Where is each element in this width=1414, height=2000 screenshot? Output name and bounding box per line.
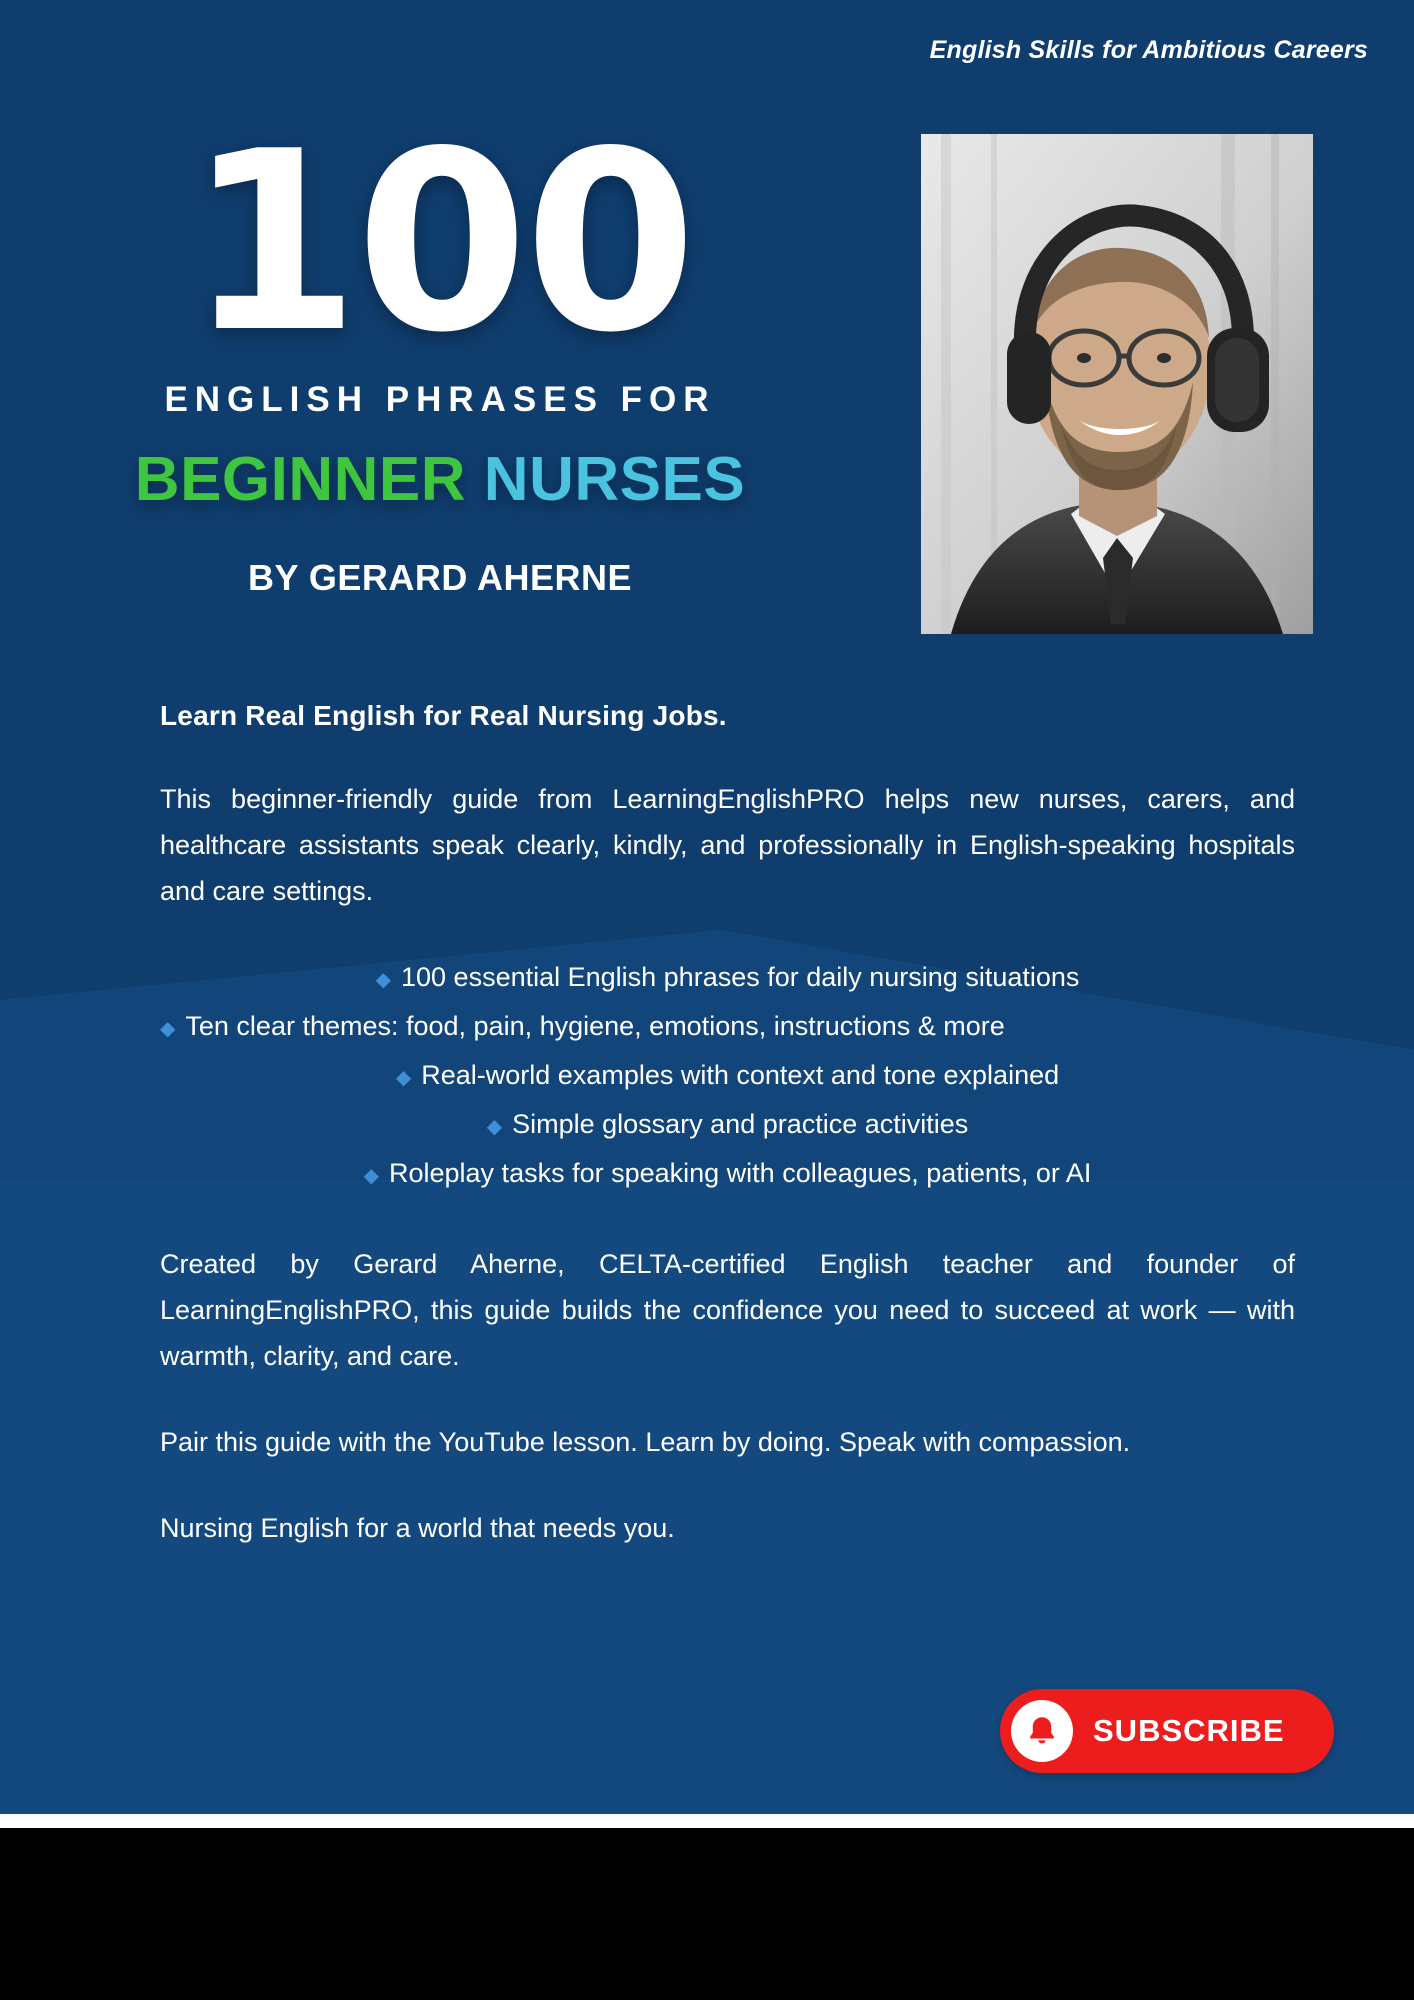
author-paragraph: Created by Gerard Aherne, CELTA-certified English teacher and founder of LearningEnglishPRO, this guide builds the confidence you need to succeed at work — with warmth, clarity, and care.: [160, 1249, 1295, 1371]
list-item: [160, 954, 1295, 1003]
closing-paragraph: Nursing English for a world that needs you.: [160, 1513, 675, 1543]
diamond-bullet-icon: ◆: [160, 1018, 176, 1040]
cover-title-part2: NURSES: [483, 445, 746, 514]
cover-subheading: ENGLISH PHRASES FOR: [164, 380, 716, 419]
list-item-label: Simple glossary and practice activities: [512, 1109, 969, 1139]
diamond-bullet-icon: ◆: [363, 1165, 379, 1187]
body-copy: [160, 700, 1295, 1587]
bell-icon: [1011, 1700, 1073, 1762]
bottom-black-strip: [0, 1828, 1414, 2000]
subscribe-label: SUBSCRIBE: [1093, 1713, 1285, 1748]
cover-headline-block: [0, 99, 880, 599]
feature-bullet-list: [160, 954, 1295, 1199]
list-item: [160, 1101, 1295, 1150]
cover-number: 100: [187, 99, 693, 387]
list-item-label: Roleplay tasks for speaking with colleagues, patients, or AI: [389, 1158, 1092, 1188]
cover-title-part1: BEGINNER: [134, 445, 467, 514]
pairing-paragraph: Pair this guide with the YouTube lesson. Learn by doing. Speak with compassion.: [160, 1427, 1131, 1457]
diamond-bullet-icon: ◆: [375, 969, 391, 991]
header-tagline: English Skills for Ambitious Careers: [929, 36, 1368, 64]
list-item-label: Ten clear themes: food, pain, hygiene, emotions, instructions & more: [185, 1011, 1005, 1041]
author-photo: [921, 134, 1313, 634]
diamond-bullet-icon: ◆: [395, 1067, 412, 1089]
bottom-white-strip: [0, 1814, 1414, 1828]
cover-byline: BY GERARD AHERNE: [247, 557, 633, 598]
intro-paragraph: This beginner-friendly guide from LearningEnglishPRO helps new nurses, carers, and healthcare assistants speak clearly, kindly, and professionally in English-speaking hospitals and care settings.: [160, 784, 1295, 906]
diamond-bullet-icon: ◆: [486, 1116, 503, 1138]
list-item: [160, 1003, 1295, 1052]
cover-title: [0, 444, 880, 515]
list-item-label: Real-world examples with context and tone explained: [421, 1060, 1060, 1090]
lead-text: Learn Real English for Real Nursing Jobs.: [160, 700, 727, 731]
subscribe-button[interactable]: [1000, 1689, 1334, 1773]
author-portrait-image: [921, 134, 1313, 634]
list-item-label: 100 essential English phrases for daily nursing situations: [401, 962, 1080, 992]
list-item: [160, 1150, 1295, 1199]
list-item: [160, 1052, 1295, 1101]
